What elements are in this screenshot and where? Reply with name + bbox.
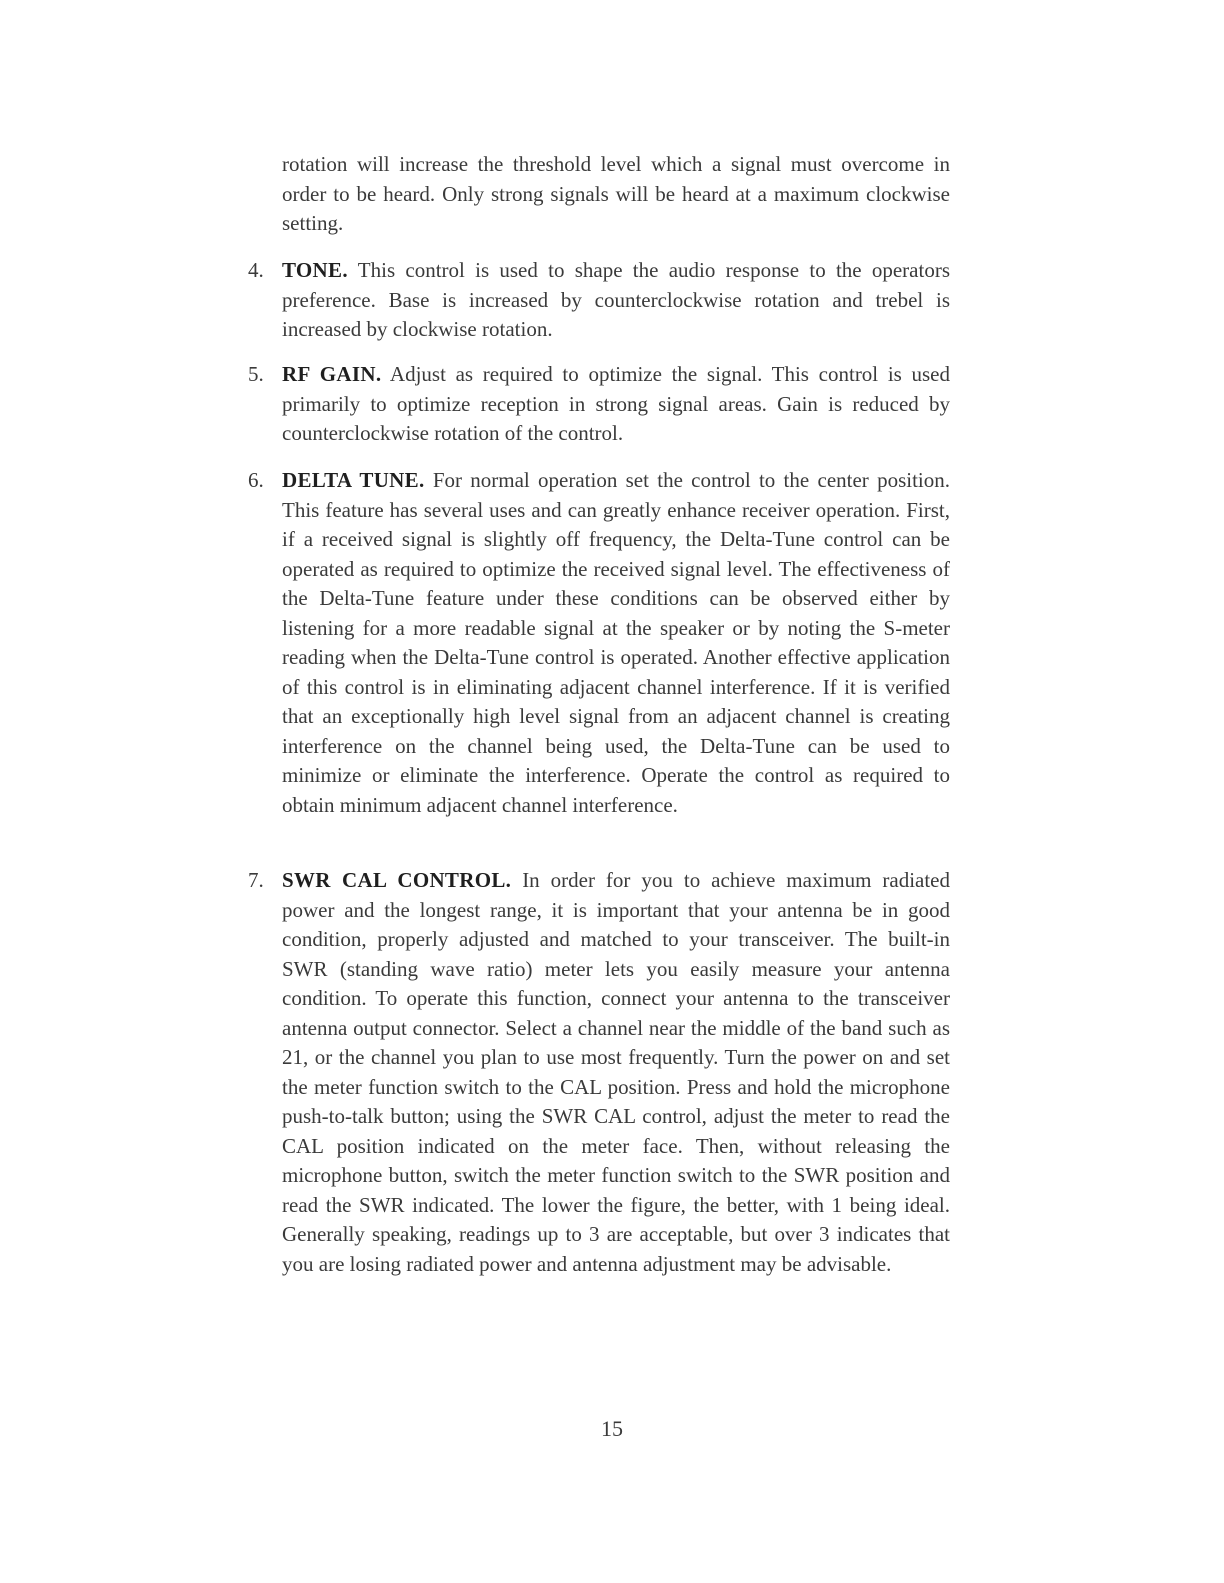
item-heading: SWR CAL CONTROL. [282,868,512,892]
item-body [282,866,950,1279]
item-body [282,256,950,345]
item-text: In order for you to achieve maximum radiated power and the longest range, it is important that your antenna be in good condition, properly adjusted and matched to your transceiver. The built-in SWR (standing wave ratio) meter lets you easily measure your antenna condition. To operate this function, connect your antenna to the transceiver antenna output connector. Select a channel near the middle of the band such as 21, or the channel you plan to use most frequently. Turn the power on and set the meter function switch to the CAL position. Press and hold the microphone push-to-talk button; using the SWR CAL control, adjust the meter to read the CAL position indicated on the meter face. Then, without releasing the microphone button, switch the meter function switch to the SWR position and read the SWR indicated. The lower the figure, the better, with 1 being ideal. Generally speaking, readings up to 3 are acceptable, but over 3 indicates that you are losing radiated power and antenna adjustment may be advisable. [282,868,951,1276]
item-body [282,466,950,820]
list-item-delta-tune [248,466,950,820]
item-body [282,360,950,449]
item-heading: DELTA TUNE. [282,468,425,492]
intro-paragraph: rotation will increase the threshold level which a signal must overcome in order to be heard. Only strong signals will be heard at a maximum clockwise setting. [282,152,950,235]
item-number: 4. [248,258,264,282]
list-item-tone [248,256,950,345]
item-heading: RF GAIN. [282,362,382,386]
item-number: 5. [248,362,264,386]
page-number: 15 [601,1416,623,1441]
list-item-swr-cal-control [248,866,950,1279]
item-number: 7. [248,868,264,892]
item-text: Adjust as required to optimize the signal. This control is used primarily to optimize reception in strong signal areas. Gain is reduced by counterclockwise rotation of the control. [282,362,951,445]
item-heading: TONE. [282,258,348,282]
list-item-rf-gain [248,360,950,449]
item-text: This control is used to shape the audio response to the operators preference. Base is increased by counterclockwise rotation and trebel is increased by clockwise rotation. [282,258,950,341]
item-number: 6. [248,468,264,492]
item-text: For normal operation set the control to the center position. This feature has several uses and can greatly enhance receiver operation. First, if a received signal is slightly off frequency, the Delta-Tune control can be operated as required to optimize the received signal level. The effectiveness of the Delta-Tune feature under these conditions can be observed either by listening for a more readable signal at the speaker or by noting the S-meter reading when the Delta-Tune control is operated. Another effective application of this control is in eliminating adjacent channel interference. If it is verified that an exceptionally high level signal from an adjacent channel is creating interference on the channel being used, the Delta-Tune can be used to minimize or eliminate the interference. Operate the control as required to obtain minimum adjacent channel interference. [282,468,950,817]
